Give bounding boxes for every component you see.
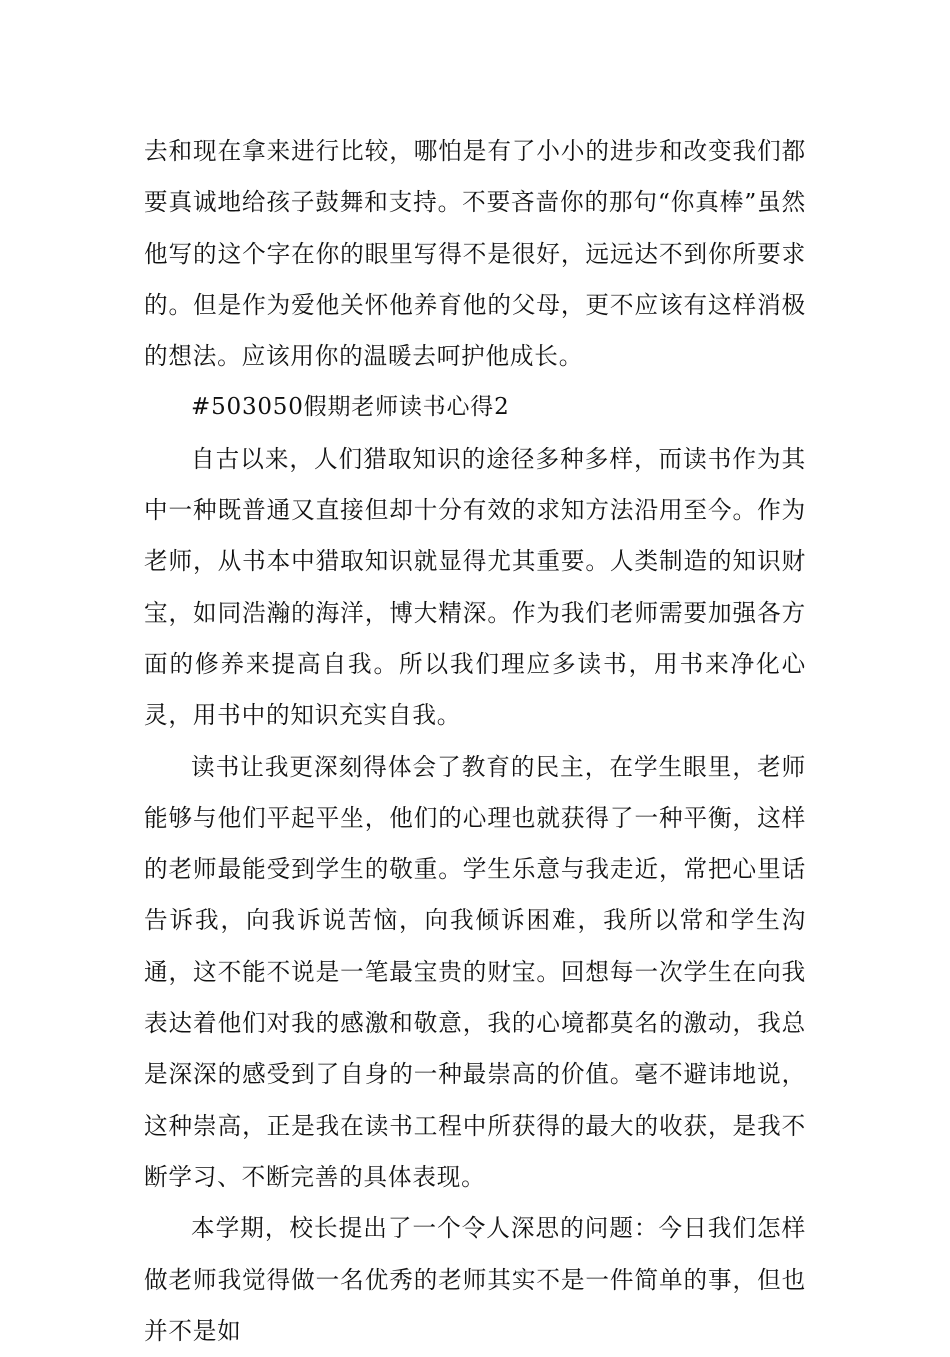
paragraph-semester-question: 本学期，校长提出了一个令人深思的问题：今日我们怎样做老师我觉得做一名优秀的老师其实不是一件简单的事，但也并不是如 <box>144 1214 806 1345</box>
document-body <box>144 126 806 1357</box>
paragraph-education-democracy: 读书让我更深刻得体会了教育的民主，在学生眼里，老师能够与他们平起平坐，他们的心理也就获得了一种平衡，这样的老师最能受到学生的敬重。学生乐意与我走近，常把心里话告诉我，向我诉说苦恼，向我倾诉困难，我所以常和学生沟通，这不能不说是一笔最宝贵的财宝。回想每一次学生在向我表达着他们对我的感激和敬意，我的心境都莫名的激动，我总是深深的感受到了自身的一种最崇高的价值。毫不避讳地说，这种崇高，正是我在读书工程中所获得的最大的收获，是我不断学习、不断完善的具体表现。 <box>144 752 806 1191</box>
paragraph-reading-knowledge: 自古以来，人们猎取知识的途径多种多样，而读书作为其中一种既普通又直接但却十分有效的求知方法沿用至今。作为老师，从书本中猎取知识就显得尤其重要。人类制造的知识财宝，如同浩瀚的海洋，博大精深。作为我们老师需要加强各方面的修养来提高自我。所以我们理应多读书，用书来净化心灵，用书中的知识充实自我。 <box>144 444 806 730</box>
section-heading: #503050假期老师读书心得2 <box>191 394 510 421</box>
paragraph-continuation: 去和现在拿来进行比较，哪怕是有了小小的进步和改变我们都要真诚地给孩子鼓舞和支持。不要吝啬你的那句“你真棒”虽然他写的这个字在你的眼里写得不是很好，远远达不到你所要求的。但是作为爱他关怀他养育他的父母，更不应该有这样消极的想法。应该用你的温暖去呵护他成长。 <box>144 137 806 371</box>
